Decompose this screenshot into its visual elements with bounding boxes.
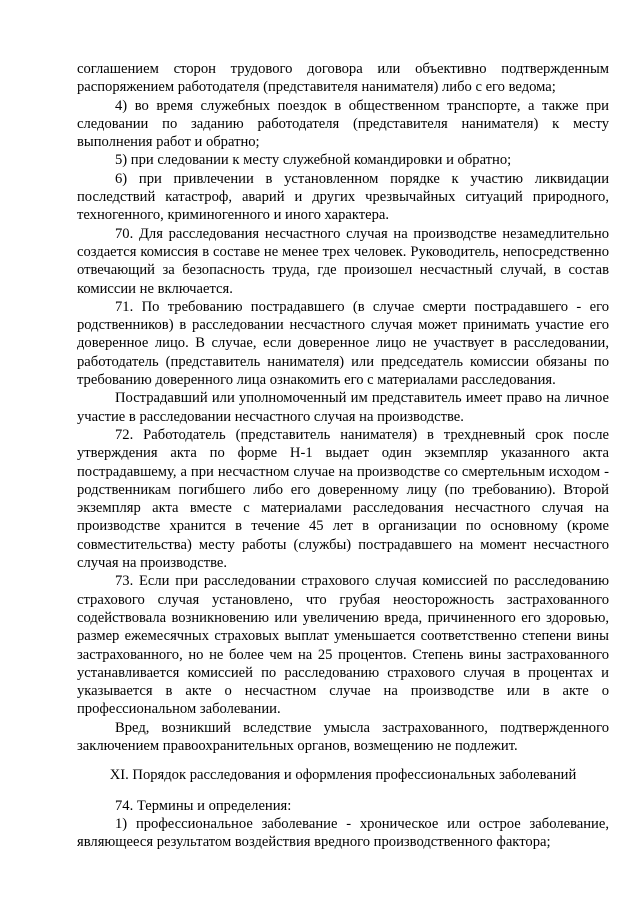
document-body [77, 60, 609, 851]
paragraph-71: 71. По требованию пострадавшего (в случае смерти пострадавшего - его родственников) в расследовании несчастного случая может принимать участие его доверенное лицо. В случае, если доверенное лицо не участвует в расследовании, работодатель (представитель нанимателя) или председатель комиссии обязаны по требованию доверенного лица ознакомить его с материалами расследования. [77, 298, 609, 389]
paragraph-71-injured-right: Пострадавший или уполномоченный им представитель имеет право на личное участие в расследовании несчастного случая на производстве. [77, 390, 609, 425]
paragraph-72: 72. Работодатель (представитель нанимателя) в трехдневный срок после утверждения акта по форме Н-1 выдает один экземпляр указанного акта пострадавшему, а при несчастном случае на производстве со смертельным исходом - родственникам погибшего либо его доверенному лицу (по требованию). Второй экземпляр акта вместе с материалами расследования несчастного случая на производстве хранится в течение 45 лет в организации по основному (кроме совместительства) месту работы (службы) пострадавшего на момент несчастного случая на производстве. [77, 426, 609, 572]
paragraph-73: 73. Если при расследовании страхового случая комиссией по расследованию страхового случая установлено, что грубая неосторожность застрахованного содействовала возникновению или увеличению вреда, причиненного его здоровью, размер ежемесячных страховых выплат уменьшается соответственно степени вины застрахованного, но не более чем на 25 процентов. Степень вины застрахованного устанавливается комиссией по расследованию страхового случая в процентах и указывается в акте о несчастном случае на производстве или в акте о профессиональном заболевании. [77, 573, 609, 718]
paragraph-item-4: 4) во время служебных поездок в общественном транспорте, а также при следовании по заданию работодателя (представителя нанимателя) к месту выполнения работ и обратно; [77, 97, 609, 151]
section-heading: XI. Порядок расследования и оформления профессиональных заболеваний [109, 767, 577, 784]
paragraph-74-item-1: 1) профессиональное заболевание - хроническое или острое заболевание, являющееся результатом воздействия вредного производственного фактора; [77, 815, 609, 851]
paragraph-continuation: соглашением сторон трудового договора или объективно подтвержденным распоряжением работодателя (представителя нанимателя) либо с его ведома; [77, 61, 609, 96]
paragraph-item-6: 6) при привлечении в установленном порядке к участию ликвидации последствий катастроф, аварий и других чрезвычайных ситуаций природного, техногенного, криминогенного и иного характера. [77, 170, 609, 224]
paragraph-73-harm: Вред, возникший вследствие умысла застрахованного, подтвержденного заключением правоохранительных органов, возмещению не подлежит. [77, 719, 609, 754]
paragraph-74: 74. Термины и определения: [115, 797, 292, 814]
paragraph-item-5: 5) при следовании к месту служебной командировки и обратно; [115, 152, 512, 169]
paragraph-70: 70. Для расследования несчастного случая на производстве незамедлительно создается комиссия в составе не менее трех человек. Руководитель, непосредственно отвечающий за безопасность труда, где произошел несчастный случай, в состав комиссии не включается. [77, 225, 609, 297]
